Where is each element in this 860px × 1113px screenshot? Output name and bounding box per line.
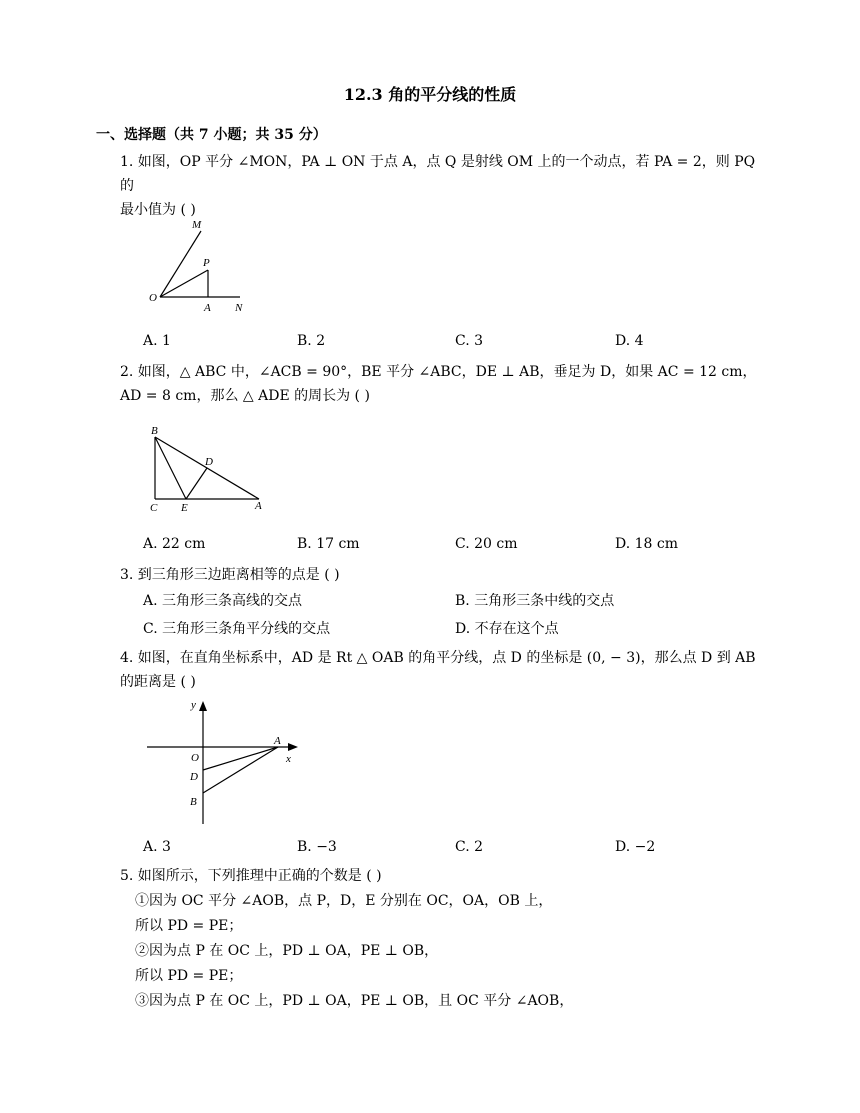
question-2-text: [120, 360, 770, 408]
x-axis-arrow: [288, 743, 298, 751]
label-a: A: [255, 500, 262, 512]
question-2-line-1: 2. 如图，△ ABC 中，∠ACB = 90°，BE 平分 ∠ABC，DE ⊥ AB，垂足为 D，如果 AC = 12 cm，: [120, 364, 757, 380]
q3-option-c: C. 三角形三条角平分线的交点: [143, 621, 331, 637]
label-m: M: [192, 219, 202, 231]
label-a: A: [274, 735, 281, 747]
q2-option-c: C. 20 cm: [455, 536, 518, 552]
y-axis-arrow: [199, 701, 207, 711]
question-5-line-1: 5. 如图所示，下列推理中正确的个数是 ( ): [120, 868, 382, 884]
q2-option-d: D. 18 cm: [615, 536, 679, 552]
q4-option-b: B. −3: [297, 839, 337, 855]
label-c: C: [150, 502, 158, 514]
q3-option-b: B. 三角形三条中线的交点: [455, 593, 615, 609]
label-n: N: [235, 302, 243, 314]
label-e: E: [181, 502, 188, 514]
label-p: P: [203, 257, 210, 269]
label-a: A: [204, 302, 211, 314]
label-x: x: [286, 753, 291, 765]
label-b: B: [151, 425, 158, 437]
segment-ad: [203, 747, 278, 770]
question-2-figure: [140, 420, 270, 515]
page-title: 12.3 角的平分线的性质: [343, 85, 517, 104]
question-4-line-2: 的距离是 ( ): [120, 674, 196, 690]
bisector-op: [160, 270, 208, 297]
question-1-line-2: 最小值为 ( ): [120, 202, 196, 218]
question-1-figure: [140, 210, 260, 320]
label-o: O: [191, 752, 199, 764]
q1-option-c: C. 3: [455, 333, 484, 349]
q4-option-a: A. 3: [143, 839, 171, 855]
q1-option-b: B. 2: [297, 333, 326, 349]
label-d: D: [205, 456, 213, 468]
label-d: D: [190, 771, 198, 783]
segment-de: [186, 468, 207, 499]
question-5-line-3: 所以 PD = PE；: [135, 918, 243, 934]
question-3-line-1: 3. 到三角形三边距离相等的点是 ( ): [120, 567, 340, 583]
question-5-line-5: 所以 PD = PE；: [135, 968, 243, 984]
question-1-line-1: 1. 如图，OP 平分 ∠MON，PA ⊥ ON 于点 A，点 Q 是射线 OM 上的一个动点，若 PA = 2，则 PQ 的: [120, 154, 756, 194]
q1-option-d: D. 4: [615, 333, 644, 349]
question-5-line-2: ①因为 OC 平分 ∠AOB，点 P，D，E 分别在 OC，OA，OB 上，: [135, 893, 553, 909]
q1-option-a: A. 1: [143, 333, 171, 349]
ray-om: [160, 231, 201, 297]
question-4-figure: [140, 695, 310, 830]
label-b: B: [190, 796, 197, 808]
q2-option-a: A. 22 cm: [143, 536, 206, 552]
segment-ab: [203, 747, 278, 793]
q2-option-b: B. 17 cm: [297, 536, 360, 552]
question-3-text: [120, 563, 770, 587]
section-heading: 一、选择题（共 7 小题；共 35 分）: [96, 127, 327, 143]
label-y: y: [191, 699, 196, 711]
question-4-text: [120, 646, 770, 694]
q3-option-d: D. 不存在这个点: [455, 621, 559, 637]
q3-option-a: A. 三角形三条高线的交点: [143, 593, 303, 609]
question-4-line-1: 4. 如图，在直角坐标系中，AD 是 Rt △ OAB 的角平分线，点 D 的坐标是 (0, − 3)，那么点 D 到 AB: [120, 650, 756, 666]
q4-option-d: D. −2: [615, 839, 656, 855]
q4-option-c: C. 2: [455, 839, 484, 855]
label-o: O: [149, 292, 157, 304]
question-5-line-6: ③因为点 P 在 OC 上，PD ⊥ OA，PE ⊥ OB，且 OC 平分 ∠AOB，: [135, 993, 574, 1009]
question-5-line-4: ②因为点 P 在 OC 上，PD ⊥ OA，PE ⊥ OB，: [135, 943, 439, 959]
question-2-line-2: AD = 8 cm，那么 △ ADE 的周长为 ( ): [120, 388, 370, 404]
question-5-text: [120, 864, 770, 1014]
